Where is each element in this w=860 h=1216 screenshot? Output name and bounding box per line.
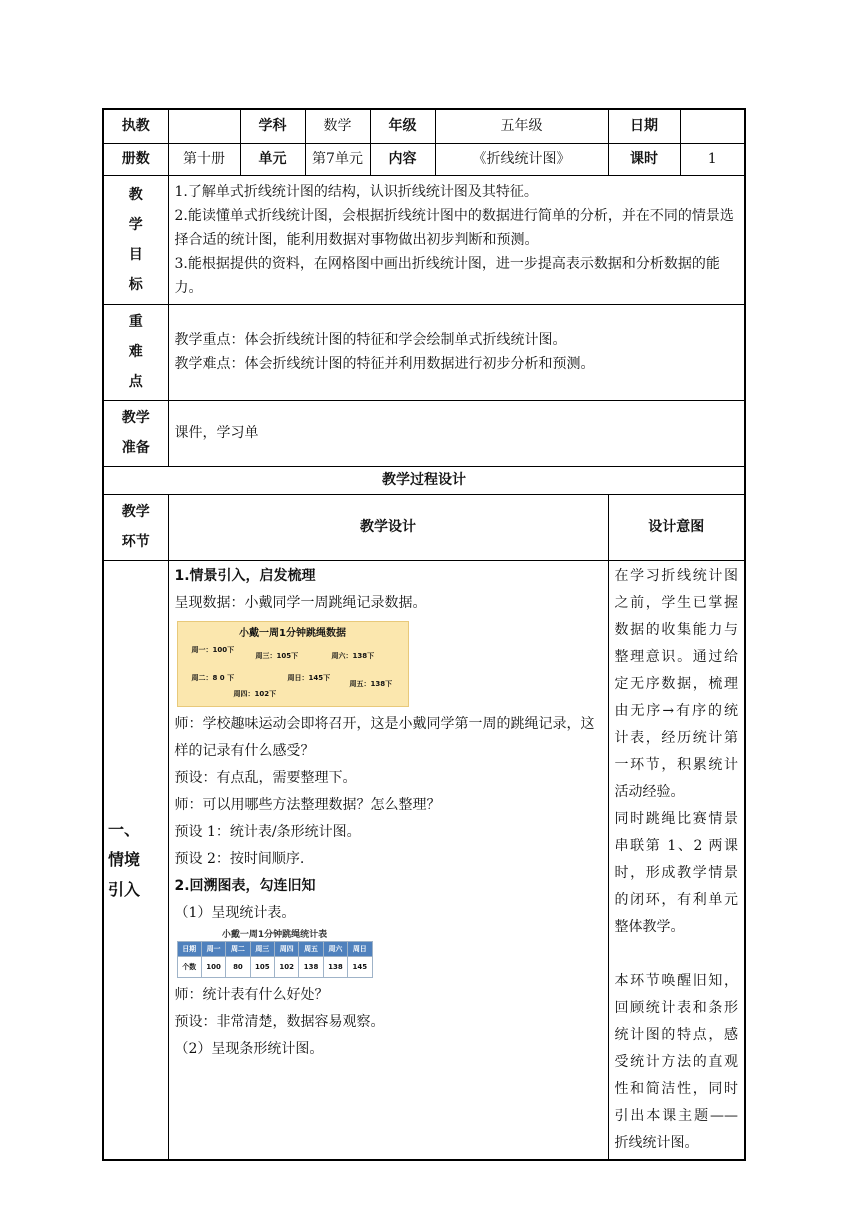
value-periods: 1 (680, 143, 745, 175)
value-content: 《折线统计图》 (435, 143, 608, 175)
stat-table-title: 小戴一周1分钟跳绳统计表 (221, 929, 328, 940)
value-subject: 数学 (305, 109, 370, 143)
intent-text: 同时跳绳比赛情景串联第 1、2 两课时，形成教学情景的闭环，有利单元整体教学。 (614, 810, 738, 935)
label-subject: 学科 (240, 109, 305, 143)
process-header-row (103, 494, 745, 560)
note-entry: 周六：138下 (331, 651, 375, 660)
stage-intent (608, 560, 745, 1160)
label-content: 内容 (370, 143, 435, 175)
stat-table-image (177, 929, 602, 978)
prep-text: 课件，学习单 (168, 400, 745, 466)
design-text: 师：学校趣味运动会即将召开，这是小戴同学第一周的跳绳记录，这样的记录有什么感受？ (174, 715, 595, 759)
label-date: 日期 (608, 109, 680, 143)
label-volume: 册数 (103, 143, 168, 175)
jump-rope-data-image (177, 621, 409, 707)
value-date (680, 109, 745, 143)
label-teacher: 执教 (103, 109, 168, 143)
design-text: 呈现数据：小戴同学一周跳绳记录数据。 (174, 594, 427, 611)
note-entry: 周二：8 0 下 (191, 673, 235, 682)
goals-row (103, 175, 745, 304)
process-title: 教学过程设计 (103, 466, 745, 494)
lesson-plan-table (102, 108, 746, 1161)
header-row-2 (103, 143, 745, 175)
goal-item: 2.能读懂单式折线统计图，会根据折线统计图中的数据进行简单的分析，并在不同的情景选择合适的统计图，能利用数据对事物做出初步判断和预测。 (174, 207, 734, 248)
prep-row (103, 400, 745, 466)
design-text: （1）呈现统计表。 (174, 904, 296, 921)
prep-label: 教学 准备 (103, 400, 168, 466)
value-volume: 第十册 (168, 143, 240, 175)
note-entry: 周日：145下 (287, 673, 331, 682)
design-text: 师：可以用哪些方法整理数据？怎么整理？ (174, 796, 441, 813)
section-heading: 1.情景引入，启发梳理 (174, 567, 316, 584)
note-title: 小戴一周1分钟跳绳数据 (239, 627, 346, 639)
label-grade: 年级 (370, 109, 435, 143)
note-entry: 周四：102下 (233, 689, 277, 698)
goal-item: 3.能根据提供的资料，在网格图中画出折线统计图，进一步提高表示数据和分析数据的能力。 (174, 255, 720, 296)
design-text: 预设 2：按时间顺序. (174, 850, 305, 867)
stage-label: 一、 情境 引入 (103, 560, 168, 1160)
lesson-plan-page (102, 108, 744, 1161)
intent-text: 本环节唤醒旧知，回顾统计表和条形统计图的特点，感受统计方法的直观性和简洁性，同时引出本课主题——折线统计图。 (614, 972, 738, 1151)
design-text: 预设：有点乱，需要整理下。 (174, 769, 357, 786)
goal-item: 1.了解单式折线统计图的结构，认识折线统计图及其特征。 (174, 183, 538, 200)
note-entry: 周三：105下 (255, 651, 299, 660)
value-unit: 第7单元 (305, 143, 370, 175)
label-periods: 课时 (608, 143, 680, 175)
keypoints-text (168, 304, 745, 400)
col-intent-header: 设计意图 (608, 494, 745, 560)
stage-design (168, 560, 608, 1160)
value-grade: 五年级 (435, 109, 608, 143)
note-entry: 周一：100下 (191, 645, 235, 654)
key-difficulty: 教学难点：体会折线统计图的特征并利用数据进行初步分析和预测。 (174, 356, 595, 372)
intent-text: 在学习折线统计图之前，学生已掌握数据的收集能力与整理意识。通过给定无序数据，梳理由无序→有序的统计表，经历统计第一环节，积累统计活动经验。 (614, 567, 738, 800)
col-stage-header: 教学 环节 (103, 494, 168, 560)
stage-row (103, 560, 745, 1160)
goals-label: 教 学 目 标 (103, 175, 168, 304)
goals-text (168, 175, 745, 304)
keypoints-label: 重 难 点 (103, 304, 168, 400)
header-row-1 (103, 109, 745, 143)
note-entry: 周五：138下 (349, 679, 393, 688)
design-text: 师：统计表有什么好处？ (174, 986, 329, 1003)
stat-table-values: 个数 100 80 105 102 138 138 145 (177, 956, 372, 977)
process-title-row (103, 466, 745, 494)
section-heading: 2.回溯图表，勾连旧知 (174, 877, 316, 894)
value-teacher (168, 109, 240, 143)
stat-table-header: 日期 周一 周二 周三 周四 周五 周六 周日 (177, 941, 372, 956)
col-design-header: 教学设计 (168, 494, 608, 560)
label-unit: 单元 (240, 143, 305, 175)
design-text: 预设：非常清楚，数据容易观察。 (174, 1013, 385, 1030)
design-text: 预设 1：统计表/条形统计图。 (174, 823, 361, 840)
keypoints-row (103, 304, 745, 400)
key-focus: 教学重点：体会折线统计图的特征和学会绘制单式折线统计图。 (174, 332, 567, 348)
design-text: （2）呈现条形统计图。 (174, 1040, 324, 1057)
